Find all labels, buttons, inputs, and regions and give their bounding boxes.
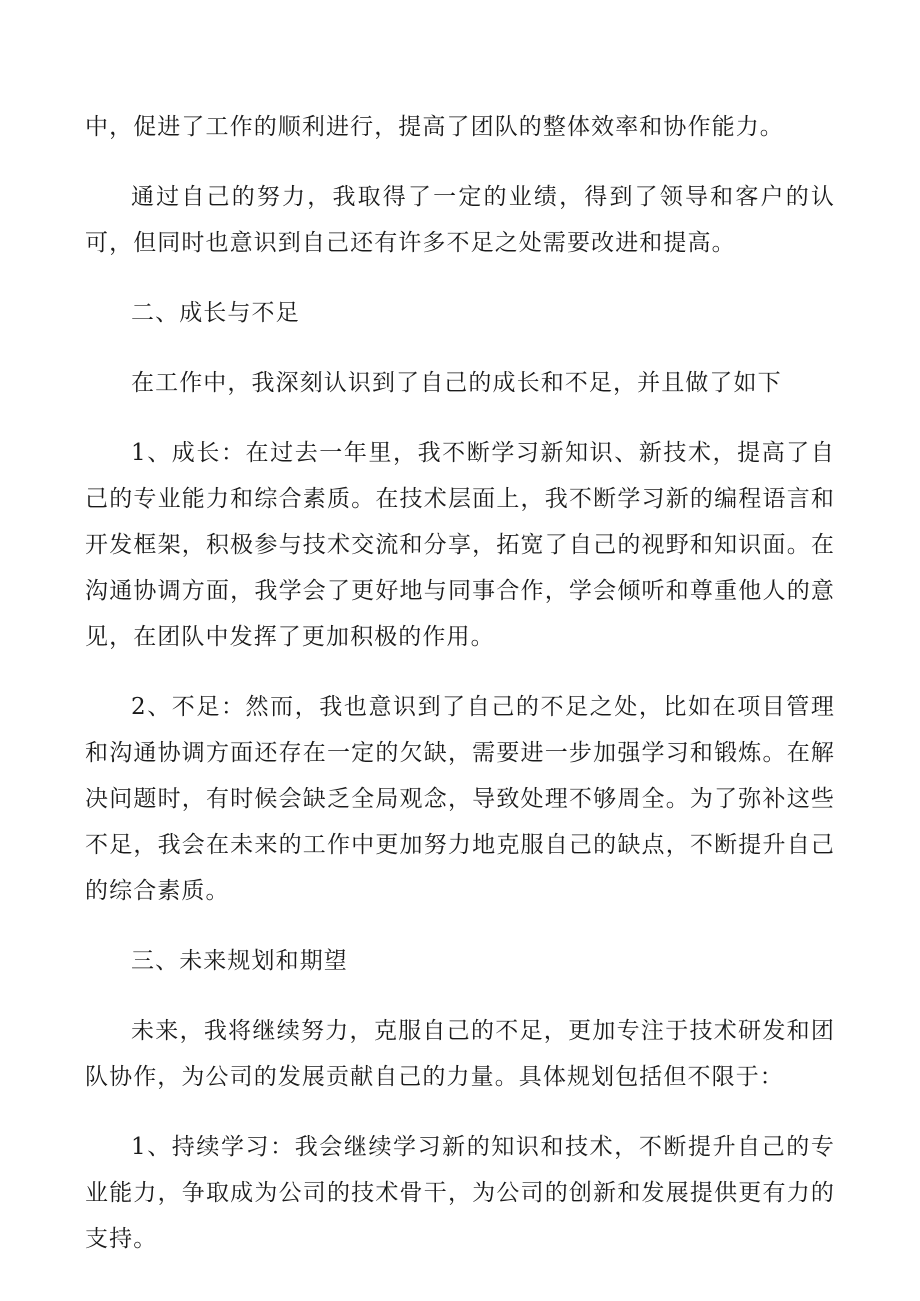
section-heading-growth-and-shortcomings: 二、成长与不足 — [131, 300, 300, 326]
paragraph-future-intro: 未来，我将继续努力，克服自己的不足，更加专注于技术研发和团队协作，为公司的发展贡献自己的力量。具体规划包括但不限于： — [85, 1018, 835, 1090]
document-body — [85, 104, 835, 1286]
paragraph-continuous-learning: 1、持续学习：我会继续学习新的知识和技术，不断提升自己的专业能力，争取成为公司的技术骨干，为公司的创新和发展提供更有力的支持。 — [85, 1134, 835, 1252]
section-heading-future-plans: 三、未来规划和期望 — [131, 948, 348, 974]
paragraph-continuation: 中，促进了工作的顺利进行，提高了团队的整体效率和协作能力。 — [85, 114, 784, 140]
paragraph-growth: 1、成长：在过去一年里，我不断学习新知识、新技术，提高了自己的专业能力和综合素质。在技术层面上，我不断学习新的编程语言和开发框架，积极参与技术交流和分享，拓宽了自己的视野和知识面。在沟通协调方面，我学会了更好地与同事合作，学会倾听和尊重他人的意见，在团队中发挥了更加积极的作用。 — [85, 440, 835, 650]
paragraph-growth-intro: 在工作中，我深刻认识到了自己的成长和不足，并且做了如下 — [131, 370, 782, 396]
paragraph-shortcomings: 2、不足：然而，我也意识到了自己的不足之处，比如在项目管理和沟通协调方面还存在一定的欠缺，需要进一步加强学习和锻炼。在解决问题时，有时候会缺乏全局观念，导致处理不够周全。为了弥补这些不足，我会在未来的工作中更加努力地克服自己的缺点，不断提升自己的综合素质。 — [85, 694, 835, 904]
paragraph-achievements: 通过自己的努力，我取得了一定的业绩，得到了领导和客户的认可，但同时也意识到自己还有许多不足之处需要改进和提高。 — [85, 184, 835, 256]
